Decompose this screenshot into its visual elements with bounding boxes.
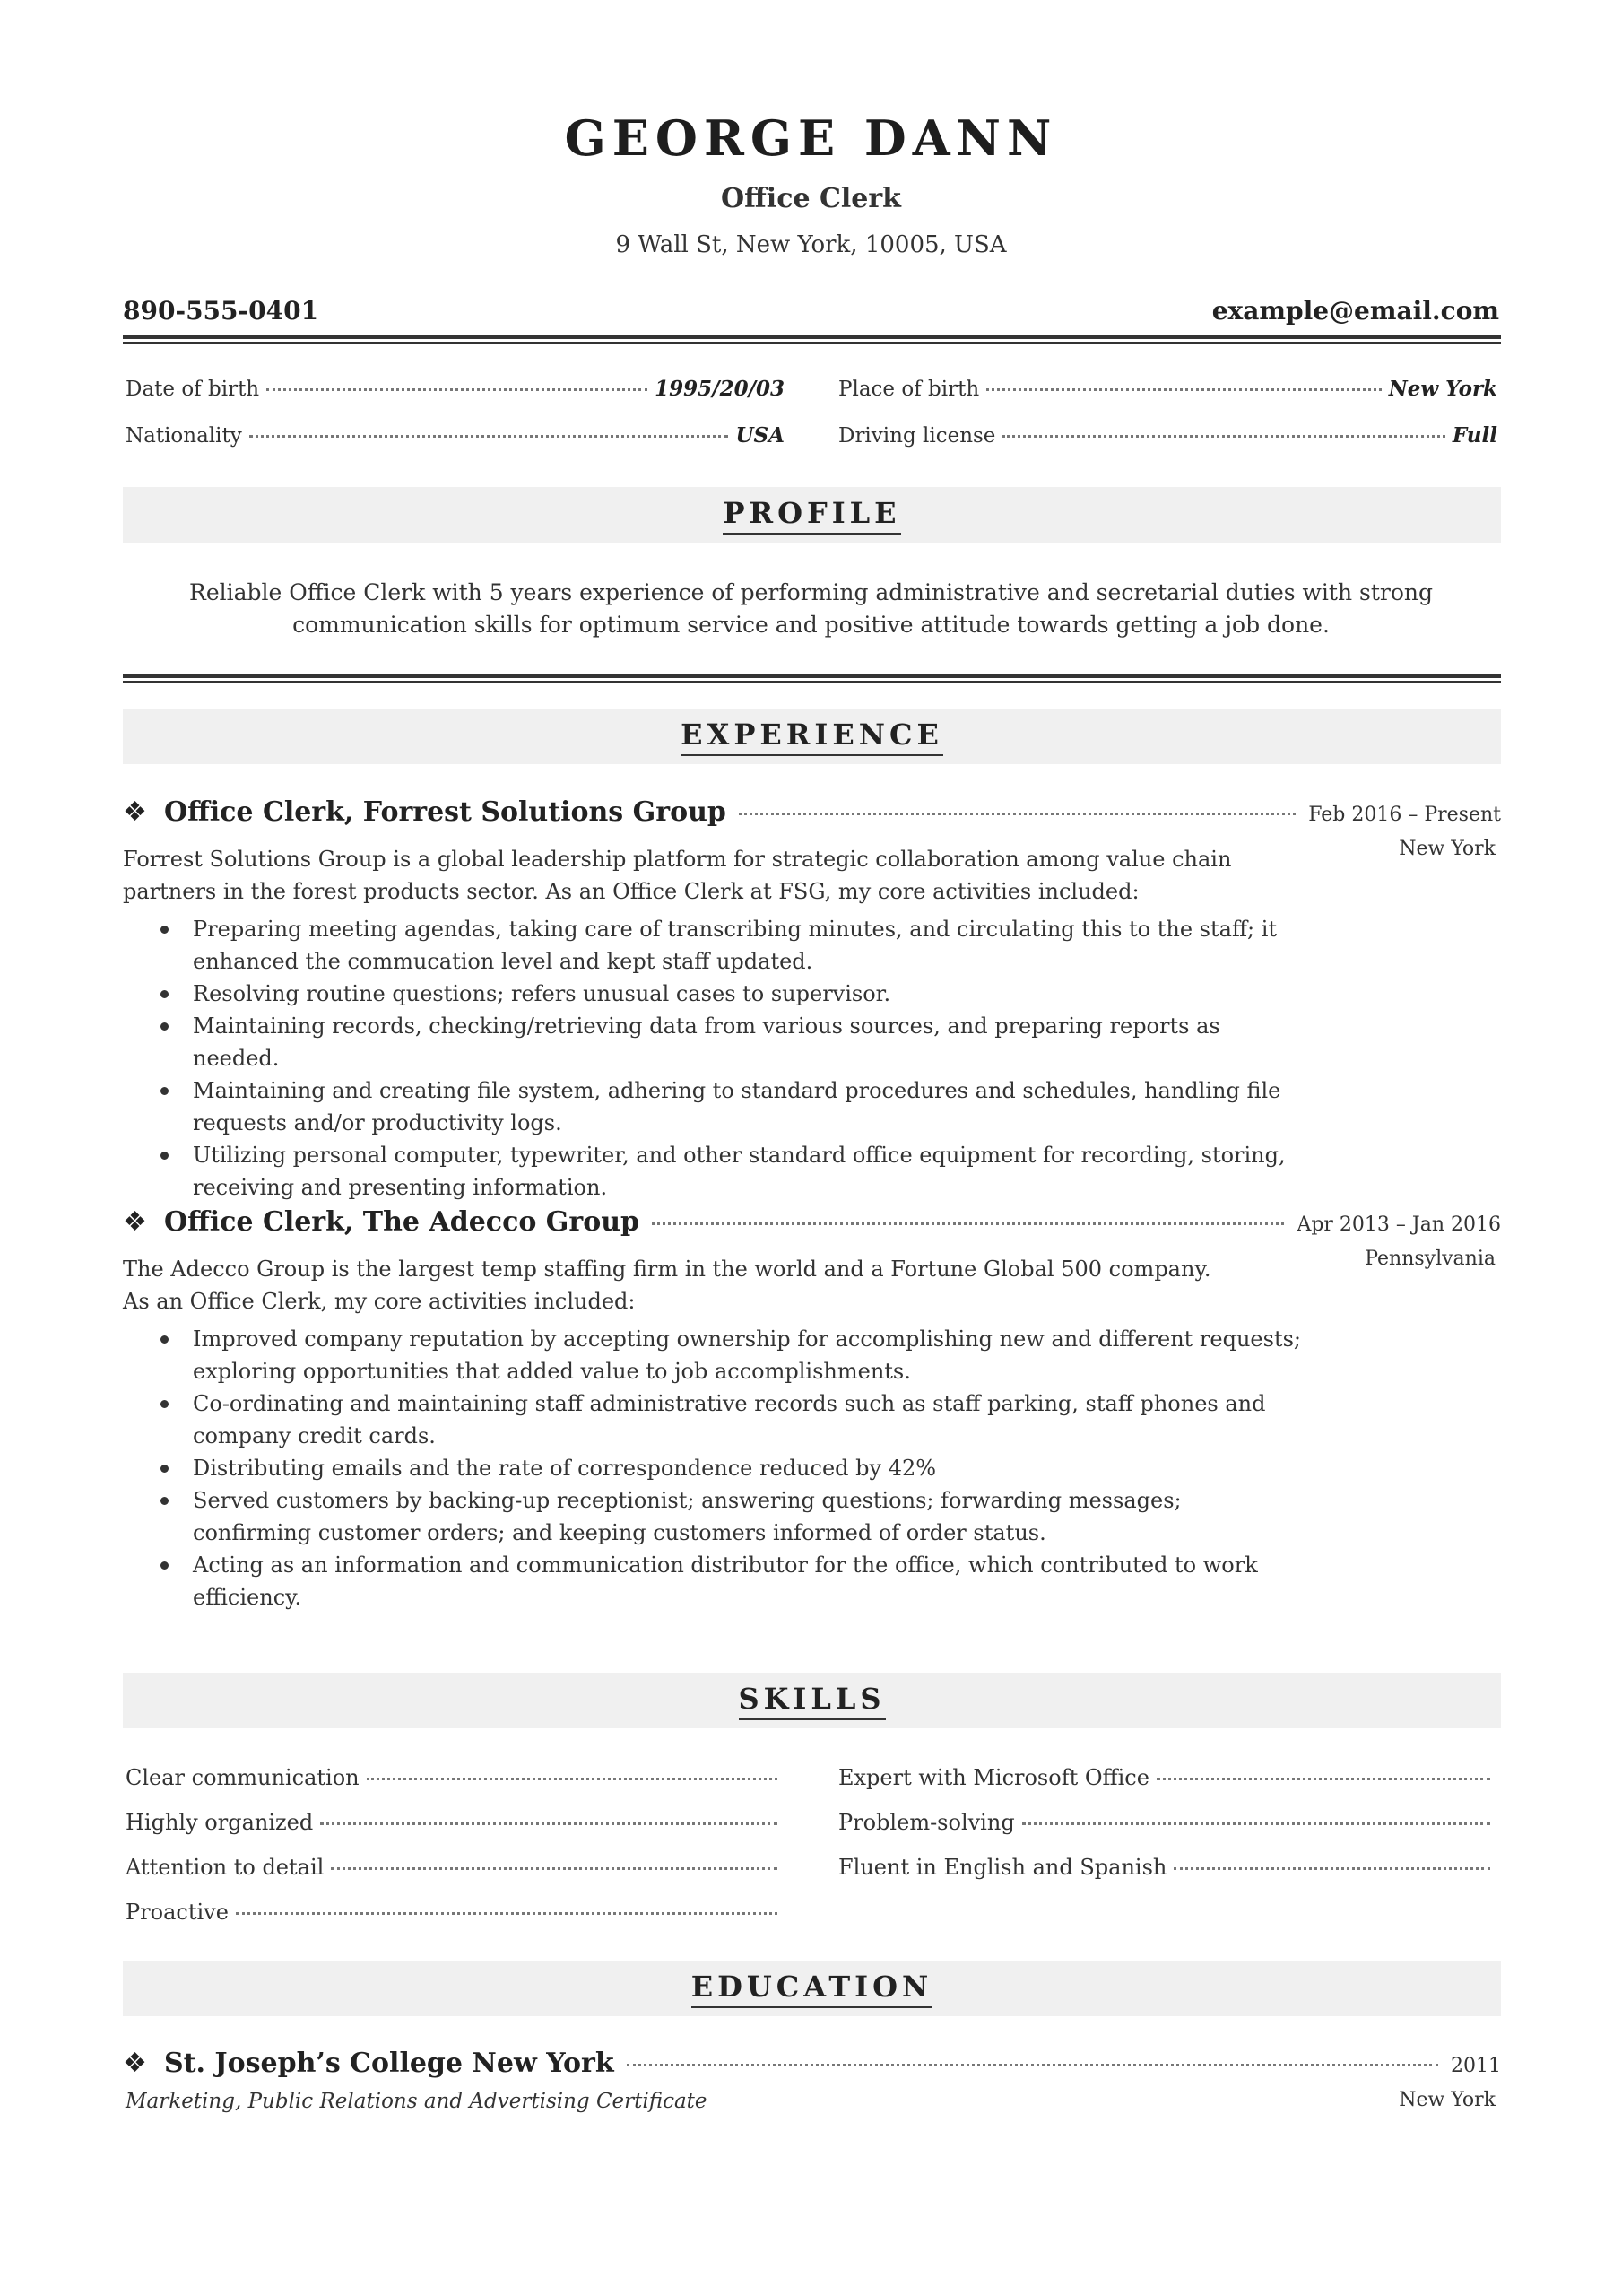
skill-item	[126, 1900, 785, 1925]
nationality-row	[126, 423, 785, 448]
job-entry-location: New York	[1399, 838, 1496, 860]
list-item: Served customers by backing-up receptionist; answering questions; forwarding messages; confirming customer orders; and keeping customers informed of order status.	[193, 1484, 1305, 1549]
dot-leader	[249, 435, 729, 438]
experience-section-header	[123, 709, 1501, 764]
list-item: Improved company reputation by accepting ownership for accomplishing new and different requests; exploring opportunities that added value to job accomplishments.	[193, 1323, 1305, 1387]
dot-leader	[652, 1222, 1284, 1225]
date-of-birth-row	[126, 377, 785, 401]
list-item: Utilizing personal computer, typewriter, and other standard office equipment for recording, storing, receiving and presenting information.	[193, 1139, 1305, 1204]
diamond-bullet-icon: ❖	[123, 796, 147, 828]
job-entry	[123, 796, 1501, 1204]
education-year: 2011	[1451, 2055, 1501, 2077]
job-activities-list	[123, 913, 1305, 1204]
skill-item	[838, 1855, 1497, 1880]
place-of-birth-row	[838, 377, 1497, 401]
diamond-bullet-icon: ❖	[123, 2048, 147, 2079]
job-title: Office Clerk	[721, 183, 901, 214]
driving-license-label: Driving license	[838, 424, 996, 448]
skill-label: Fluent in English and Spanish	[838, 1855, 1167, 1880]
driving-license-value: Full	[1452, 423, 1497, 448]
dot-leader	[331, 1867, 777, 1870]
job-entry-date: Apr 2013 – Jan 2016	[1297, 1213, 1501, 1236]
job-entry-title: Office Clerk, The Adecco Group	[164, 1206, 640, 1238]
profile-line: Reliable Office Clerk with 5 years experience of performing administrative and secretarial duties with strong	[189, 579, 1433, 605]
dot-leader	[1022, 1822, 1490, 1825]
dot-leader	[1157, 1778, 1490, 1780]
nationality-value: USA	[735, 423, 785, 448]
education-section-header	[123, 1961, 1501, 2016]
education-location: New York	[1399, 2089, 1496, 2111]
phone-number: 890-555-0401	[123, 296, 319, 326]
education-heading: EDUCATION	[691, 1970, 933, 2008]
skills-section-header	[123, 1673, 1501, 1728]
header-divider	[123, 335, 1501, 344]
skill-item	[838, 1810, 1497, 1835]
dot-leader	[739, 813, 1296, 815]
experience-heading: EXPERIENCE	[681, 718, 943, 756]
date-of-birth-value: 1995/20/03	[655, 377, 785, 401]
dot-leader	[1174, 1867, 1490, 1870]
candidate-name: GEORGE DANN	[564, 109, 1058, 167]
list-item: Preparing meeting agendas, taking care of transcribing minutes, and circulating this to the staff; it enhanced the commucation level and kept staff updated.	[193, 913, 1305, 978]
job-entry	[123, 1206, 1501, 1613]
skill-item	[838, 1765, 1497, 1790]
diamond-bullet-icon: ❖	[123, 1206, 147, 1238]
skill-item	[126, 1810, 785, 1835]
list-item: Distributing emails and the rate of correspondence reduced by 42%	[193, 1452, 1305, 1484]
job-entry-title: Office Clerk, Forrest Solutions Group	[164, 796, 726, 828]
list-item: Maintaining records, checking/retrieving data from various sources, and preparing reports as needed.	[193, 1010, 1305, 1074]
skill-label: Highly organized	[126, 1810, 314, 1835]
skill-label: Problem-solving	[838, 1810, 1015, 1835]
dot-leader	[367, 1778, 777, 1780]
skill-label: Attention to detail	[126, 1855, 325, 1880]
profile-summary	[179, 577, 1443, 641]
job-entry-description: Forrest Solutions Group is a global leadership platform for strategic collaboration among value chain partners in the forest products sector. As an Office Clerk at FSG, my core activities included:	[123, 847, 1232, 904]
profile-line: communication skills for optimum service and positive attitude towards getting a job done.	[292, 612, 1330, 638]
job-activities-list	[123, 1323, 1305, 1613]
skill-label: Clear communication	[126, 1765, 360, 1790]
list-item: Resolving routine questions; refers unusual cases to supervisor.	[193, 978, 1305, 1010]
profile-divider	[123, 674, 1501, 683]
dot-leader	[986, 388, 1382, 391]
skill-label: Expert with Microsoft Office	[838, 1765, 1149, 1790]
place-of-birth-value: New York	[1388, 377, 1497, 401]
dot-leader	[627, 2064, 1438, 2066]
job-entry-location: Pennsylvania	[1365, 1248, 1496, 1270]
nationality-label: Nationality	[126, 424, 242, 448]
address: 9 Wall St, New York, 10005, USA	[615, 231, 1007, 258]
skill-item	[126, 1765, 785, 1790]
profile-heading: PROFILE	[723, 496, 900, 535]
skill-label: Proactive	[126, 1900, 229, 1925]
skill-item	[126, 1855, 785, 1880]
education-subtitle: Marketing, Public Relations and Advertising Certificate	[126, 2090, 707, 2113]
place-of-birth-label: Place of birth	[838, 378, 980, 401]
dot-leader	[320, 1822, 777, 1825]
profile-section-header	[123, 487, 1501, 543]
list-item: Acting as an information and communication distributor for the office, which contributed to work efficiency.	[193, 1549, 1305, 1613]
dot-leader	[236, 1912, 777, 1915]
skills-heading: SKILLS	[739, 1682, 886, 1720]
list-item: Co-ordinating and maintaining staff administrative records such as staff parking, staff phones and company credit cards.	[193, 1387, 1305, 1452]
driving-license-row	[838, 423, 1497, 448]
date-of-birth-label: Date of birth	[126, 378, 260, 401]
dot-leader	[1002, 435, 1444, 438]
job-entry-date: Feb 2016 – Present	[1308, 804, 1501, 826]
school-name: St. Joseph’s College New York	[164, 2048, 614, 2079]
dot-leader	[266, 388, 647, 391]
list-item: Maintaining and creating file system, adhering to standard procedures and schedules, handling file requests and/or productivity logs.	[193, 1074, 1305, 1139]
job-entry-description: The Adecco Group is the largest temp staffing firm in the world and a Fortune Global 500 company. As an Office Clerk, my core activities included:	[123, 1257, 1211, 1314]
email-address: example@email.com	[1211, 296, 1499, 326]
